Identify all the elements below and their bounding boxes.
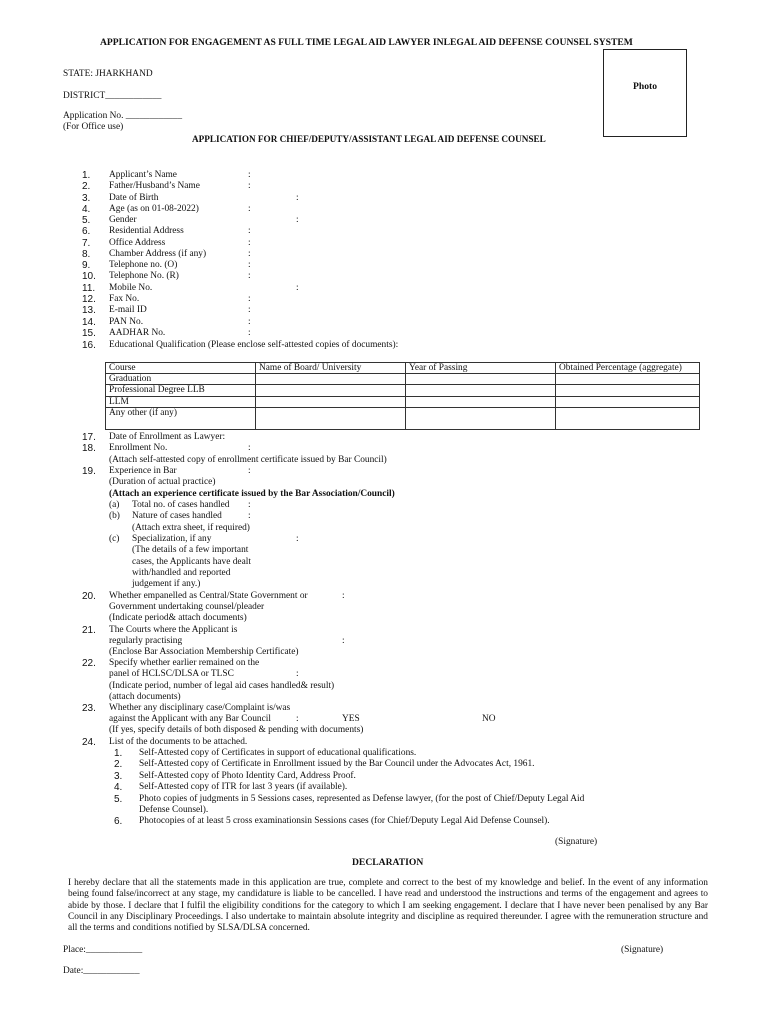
row-course-other: Any other (if any) <box>106 407 256 429</box>
field-colon[interactable]: : <box>248 204 251 214</box>
list-item-number: 6. <box>114 816 123 827</box>
empanelled-note: Government undertaking counsel/pleader <box>109 602 265 612</box>
cell-percentage[interactable] <box>556 385 700 396</box>
courts-label: regularly practising <box>109 636 183 646</box>
disciplinary-label: against the Applicant with any Bar Council <box>109 714 271 724</box>
field-label: Residential Address <box>109 226 184 236</box>
field-number: 16. <box>82 340 96 351</box>
list-item: Photo copies of judgments in 5 Sessions cases, represented as Defense lawyer, (for the post of Chief/Deputy Legal Aid <box>139 794 585 804</box>
state-label: STATE: JHARKHAND <box>63 69 153 79</box>
list-item: Self-Attested copy of Photo Identity Card, Address Proof. <box>139 771 356 781</box>
field-number: 1. <box>82 170 91 181</box>
field-label: Date of Enrollment as Lawyer: <box>109 432 226 442</box>
application-subtitle: APPLICATION FOR CHIEF/DEPUTY/ASSISTANT LEGAL AID DEFENSE COUNSEL <box>192 134 546 144</box>
field-number: 6. <box>82 226 91 237</box>
education-table <box>105 362 700 430</box>
cell-board[interactable] <box>256 374 406 385</box>
field-label: Telephone no. (O) <box>109 260 178 270</box>
header-course: Course <box>106 363 256 374</box>
field-colon[interactable]: : <box>248 170 251 180</box>
field-label: Enrollment No. <box>109 443 168 453</box>
field-colon: : <box>296 714 299 724</box>
item-19a <box>109 500 119 511</box>
field-colon[interactable]: : <box>248 271 251 281</box>
table-row <box>106 396 700 407</box>
field-colon[interactable]: : <box>342 591 345 601</box>
row-course-graduation: Graduation <box>106 374 256 385</box>
no-option[interactable]: NO <box>482 714 496 724</box>
specialization-note: (The details of a few important <box>132 545 249 555</box>
field-colon[interactable]: : <box>248 226 251 236</box>
experience-certificate-note: (Attach an experience certificate issued by the Bar Association/Council) <box>109 489 395 499</box>
cell-percentage[interactable] <box>556 396 700 407</box>
list-item-number: 5. <box>114 794 123 805</box>
field-number: 20. <box>82 591 96 602</box>
field-label: Age (as on 01-08-2022) <box>109 204 199 214</box>
field-colon[interactable]: : <box>248 466 251 476</box>
cell-percentage[interactable] <box>556 374 700 385</box>
yes-option[interactable]: YES <box>342 714 360 724</box>
declaration-title: DECLARATION <box>352 857 424 868</box>
field-colon[interactable]: : <box>296 215 299 225</box>
declaration-text: I hereby declare that all the statements made in this application are true, complete and correct to the best of my knowledge and belief. In the event of any information being found false/incorrect at any stage, my candidature is liable to be cancelled. I have read and understood the instructions and terms of the engagement and agrees to abide by those. I declare that I fulfil the eligibility conditions for the category to which I am seeking engagement. I declare that I have never been penalised by any Bar Council in any Disciplinary Proceedings. I also undertake to maintain absolute integrity and discipline as required thereunder. I agree with the remuneration structure and all the terms and conditions notified by SLSA/DLSA concerned. <box>68 878 708 934</box>
field-number: 19. <box>82 466 96 477</box>
list-item-number: 4. <box>114 782 123 793</box>
specialization-note: with/handled and reported <box>132 568 231 578</box>
field-colon[interactable]: : <box>296 283 299 293</box>
field-colon[interactable]: : <box>296 669 299 679</box>
field-number: 2. <box>82 181 91 192</box>
total-cases-label: Total no. of cases handled <box>132 500 230 510</box>
nature-cases-label: Nature of cases handled <box>132 511 222 521</box>
field-number: 13. <box>82 305 96 316</box>
list-item-number: 3. <box>114 771 123 782</box>
field-label: Fax No. <box>109 294 140 304</box>
header-percentage: Obtained Percentage (aggregate) <box>556 363 700 374</box>
header-board: Name of Board/ University <box>256 363 406 374</box>
field-label: Whether any disciplinary case/Complaint is/was <box>109 703 291 713</box>
field-number: 11. <box>82 283 96 294</box>
photo-box[interactable]: Photo <box>603 49 687 137</box>
field-label: Chamber Address (if any) <box>109 249 207 259</box>
table-row <box>106 385 700 396</box>
list-item-number: 2. <box>114 759 123 770</box>
field-colon[interactable]: : <box>248 317 251 327</box>
table-row <box>106 407 700 429</box>
field-colon[interactable]: : <box>248 294 251 304</box>
cell-percentage[interactable] <box>556 407 700 429</box>
list-item: Self-Attested copy of ITR for last 3 years (if available). <box>139 782 348 792</box>
field-number: 5. <box>82 215 91 226</box>
list-item: Photocopies of at least 5 cross examinationsin Sessions cases (for Chief/Deputy Legal Aid Defense Counsel). <box>139 816 550 826</box>
list-item: Self-Attested copy of Certificates in support of educational qualifications. <box>139 748 417 758</box>
cell-year[interactable] <box>406 374 556 385</box>
field-label: Educational Qualification (Please enclose self-attested copies of documents): <box>109 340 399 350</box>
footer-signature-label[interactable]: (Signature) <box>621 945 664 955</box>
field-number: 23. <box>82 703 96 714</box>
specialization-note: judgement if any.) <box>132 579 201 589</box>
panel-label: panel of HCLSC/DLSA or TLSC <box>109 669 234 679</box>
date-field[interactable]: Date:____________ <box>63 966 140 976</box>
field-number: 18. <box>82 443 96 454</box>
office-use-note: (For Office use) <box>63 122 124 132</box>
field-label: PAN No. <box>109 317 144 327</box>
field-label: Father/Husband’s Name <box>109 181 200 191</box>
field-colon[interactable]: : <box>248 328 251 338</box>
cell-board[interactable] <box>256 396 406 407</box>
field-number: 12. <box>82 294 96 305</box>
field-number: 7. <box>82 238 91 249</box>
field-label: AADHAR No. <box>109 328 166 338</box>
specialization-note: cases, the Applicants have dealt <box>132 557 251 567</box>
sub-mark: (a) <box>109 500 120 510</box>
field-number: 9. <box>82 260 91 271</box>
field-label: Office Address <box>109 238 166 248</box>
field-colon[interactable]: : <box>248 511 251 521</box>
field-number: 17. <box>82 432 96 443</box>
enrollment-note: (Attach self-attested copy of enrollment certificate issued by Bar Council) <box>109 455 387 465</box>
row-course-llb: Professional Degree LLB <box>106 385 256 396</box>
specialization-label: Specialization, if any <box>132 534 212 544</box>
field-colon[interactable]: : <box>248 260 251 270</box>
sub-mark: (c) <box>109 534 120 544</box>
field-label: Date of Birth <box>109 193 159 203</box>
field-number: 14. <box>82 317 96 328</box>
field-label: Applicant’s Name <box>109 170 177 180</box>
table-header-row <box>106 363 700 374</box>
signature-label[interactable]: (Signature) <box>555 837 598 847</box>
table-row <box>106 374 700 385</box>
disciplinary-note: (If yes, specify details of both disposed & pending with documents) <box>109 725 364 735</box>
field-number: 3. <box>82 193 91 204</box>
field-number: 4. <box>82 204 91 215</box>
list-item-continuation: Defense Counsel). <box>139 805 209 815</box>
panel-note: (Indicate period, number of legal aid cases handled& result) <box>109 681 335 691</box>
field-number: 24. <box>82 737 96 748</box>
field-label: Telephone No. (R) <box>109 271 179 281</box>
cell-year[interactable] <box>406 385 556 396</box>
header-year: Year of Passing <box>406 363 556 374</box>
field-colon[interactable]: : <box>296 193 299 203</box>
experience-note: (Duration of actual practice) <box>109 477 216 487</box>
field-number: 8. <box>82 249 91 260</box>
field-label: The Courts where the Applicant is <box>109 625 238 635</box>
field-label: Whether empanelled as Central/State Government or <box>109 591 308 601</box>
field-colon[interactable]: : <box>248 181 251 191</box>
field-number: 15. <box>82 328 96 339</box>
list-item-number: 1. <box>114 748 123 759</box>
field-label: Specify whether earlier remained on the <box>109 658 260 668</box>
field-colon[interactable]: : <box>248 249 251 259</box>
form-title: APPLICATION FOR ENGAGEMENT AS FULL TIME LEGAL AID LAWYER INLEGAL AID DEFENSE COUNSEL SYSTEM <box>100 37 633 48</box>
field-number: 21. <box>82 625 96 636</box>
cell-year[interactable] <box>406 407 556 429</box>
district-field[interactable]: DISTRICT____________ <box>63 91 162 101</box>
application-no-field[interactable]: Application No. ____________ <box>63 111 183 121</box>
list-item: Self-Attested copy of Certificate in Enrollment issued by the Bar Council under the Advocates Act, 1961. <box>139 759 535 769</box>
sub-mark: (b) <box>109 511 120 521</box>
field-colon[interactable]: : <box>248 500 251 510</box>
row-course-llm: LLM <box>106 396 256 407</box>
field-label: Mobile No. <box>109 283 153 293</box>
field-colon[interactable]: : <box>296 534 299 544</box>
field-label: E-mail ID <box>109 305 147 315</box>
cell-board[interactable] <box>256 385 406 396</box>
field-label: List of the documents to be attached. <box>109 737 248 747</box>
field-label: Experience in Bar <box>109 466 177 476</box>
field-colon[interactable]: : <box>248 238 251 248</box>
field-colon[interactable]: : <box>248 305 251 315</box>
panel-note: (attach documents) <box>109 692 181 702</box>
cell-board[interactable] <box>256 407 406 429</box>
field-label: Gender <box>109 215 137 225</box>
field-number: 10. <box>82 271 96 282</box>
extra-sheet-note: (Attach extra sheet, if required) <box>132 523 250 533</box>
field-number: 22. <box>82 658 96 669</box>
field-colon[interactable]: : <box>342 636 345 646</box>
cell-year[interactable] <box>406 396 556 407</box>
empanelled-note: (Indicate period& attach documents) <box>109 613 247 623</box>
courts-note: (Enclose Bar Association Membership Certificate) <box>109 647 299 657</box>
place-field[interactable]: Place:____________ <box>63 945 143 955</box>
field-colon[interactable]: : <box>248 443 251 453</box>
